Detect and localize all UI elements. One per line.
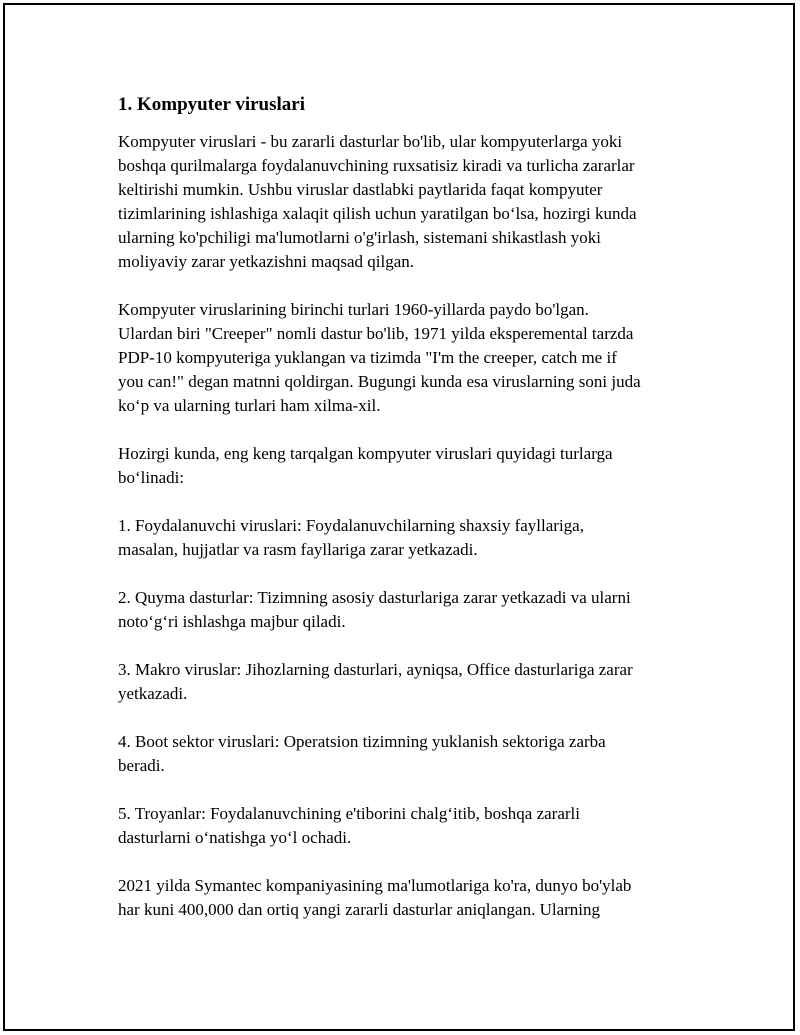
list-item-1: 1. Foydalanuvchi viruslari: Foydalanuvchilarning shaxsiy fayllariga, masalan, hujjatlar va rasm fayllariga zarar yetkazadi. [118,516,584,559]
list-item-4: 4. Boot sektor viruslari: Operatsion tizimning yuklanish sektoriga zarba beradi. [118,732,606,775]
document-body [118,92,688,946]
paragraph-types-intro: Hozirgi kunda, eng keng tarqalgan kompyuter viruslari quyidagi turlarga bo‘linadi: [118,444,613,487]
list-item-2: 2. Quyma dasturlar: Tizimning asosiy dasturlariga zarar yetkazadi va ularni noto‘g‘ri ishlashga majbur qiladi. [118,588,631,631]
list-item-3: 3. Makro viruslar: Jihozlarning dasturlari, ayniqsa, Office dasturlariga zarar yetkazadi. [118,660,633,703]
paragraph-history: Kompyuter viruslarining birinchi turlari 1960-yillarda paydo bo'lgan. Ulardan biri "Creeper" nomli dastur bo'lib, 1971 yilda eksperemental tarzda PDP-10 kompyuteriga yuklangan va tizimda "I'm the creeper, catch me if you can!" degan matnni qoldirgan. Bugungi kunda esa viruslarning soni juda ko‘p va ularning turlari ham xilma-xil. [118,300,641,415]
paragraph-intro: Kompyuter viruslari - bu zararli dasturlar bo'lib, ular kompyuterlarga yoki boshqa qurilmalarga foydalanuvchining ruxsatisiz kiradi va turlicha zararlar keltirishi mumkin. Ushbu viruslar dastlabki paytlarida faqat kompyuter tizimlarining ishlashiga xalaqit qilish uchun yaratilgan bo‘lsa, hozirgi kunda ularning ko'pchiligi ma'lumotlarni o'g'irlash, sistemani shikastlash yoki moliyaviy zarar yetkazishni maqsad qilgan. [118,132,637,271]
paragraph-statistics: 2021 yilda Symantec kompaniyasining ma'lumotlariga ko'ra, dunyo bo'ylab har kuni 400,000 dan ortiq yangi zararli dasturlar aniqlangan. Ularning [118,876,632,919]
list-item-5: 5. Troyanlar: Foydalanuvchining e'tiborini chalg‘itib, boshqa zararli dasturlarni o‘natishga yo‘l ochadi. [118,804,580,847]
section-title: 1. Kompyuter viruslari [118,94,306,115]
